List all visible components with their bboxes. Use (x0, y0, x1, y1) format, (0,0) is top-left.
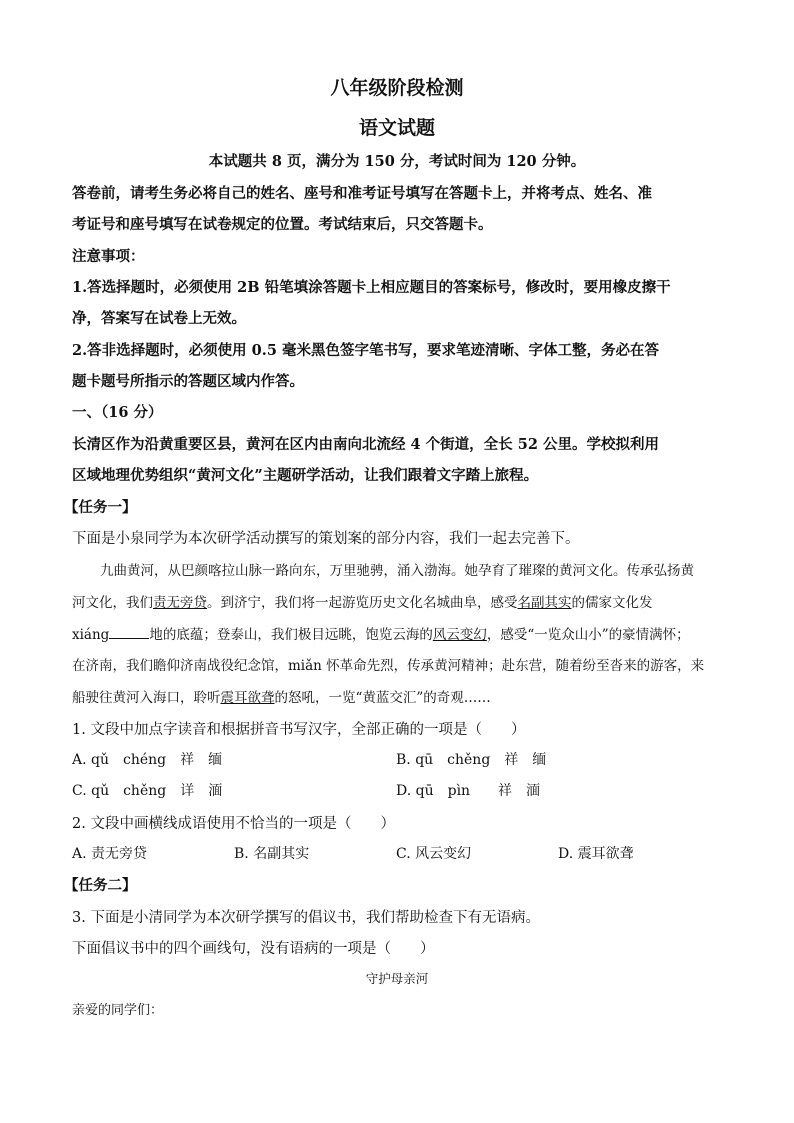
section-intro-1: 长清区作为沿黄重要区县，黄河在区内由南向北流经 4 个街道，全长 52 公里。学校拟利用 (72, 436, 659, 453)
passage-text: 。到济宁，我们将一起游览历史文化名城曲阜，感受 (207, 595, 518, 611)
question-3-sub: 下面倡议书中的四个画线句，没有语病的一项是（ ） (72, 941, 435, 957)
intro-line-2: 考证号和座号填写在试卷规定的位置。考试结束后，只交答题卡。 (72, 216, 493, 233)
q2-option-c[interactable]: C. 风云变幻 (396, 846, 472, 862)
q2-option-a[interactable]: A. 责无旁贷 (72, 846, 148, 862)
passage-text: ，感受“一览众山小”的豪情满怀； (486, 627, 690, 643)
q1-option-d[interactable]: D. qū pìn 祥 湎 (396, 783, 541, 799)
question-3-stem: 3. 下面是小清同学为本次研学撰写的倡议书，我们帮助检查下有无语病。 (72, 910, 540, 926)
passage-line-5 (72, 686, 732, 706)
section-intro-2: 区域地理优势组织“黄河文化”主题研学活动，让我们跟着文字踏上旅程。 (72, 467, 539, 484)
passage-text: 的儒家文化发 (571, 595, 653, 611)
passage-text: 的怒吼，一览“黄蓝交汇”的奇观…… (274, 690, 491, 706)
idiom-b: 名副其实 (517, 595, 572, 611)
notice-2b: 题卡题号所指示的答题区域内作答。 (72, 373, 304, 390)
passage-text: 地的底蕴；登泰山，我们极目远眺，饱览云海的 (149, 627, 433, 643)
letter-title: 守护母亲河 (365, 971, 429, 986)
passage-line-3 (72, 623, 732, 643)
pinyin-blank-label: xiáng (72, 627, 110, 643)
q1-option-b[interactable]: B. qū chěng 祥 缅 (396, 752, 547, 768)
passage-line-1: 九曲黄河，从巴颜喀拉山脉一路向东，万里驰骋，涌入渤海。她孕育了璀璨的黄河文化。传承弘扬黄 (100, 563, 694, 579)
passage-line-2 (72, 591, 732, 611)
q2-option-d[interactable]: D. 震耳欲聋 (558, 846, 634, 862)
task2-heading: 【任务二】 (64, 877, 137, 894)
passage-text: 船驶往黄河入海口，聆听 (72, 690, 221, 706)
fill-blank (109, 626, 149, 639)
task1-heading: 【任务一】 (64, 499, 137, 516)
exam-title: 八年级阶段检测 (330, 77, 464, 99)
passage-line-4: 在济南，我们瞻仰济南战役纪念馆，miǎn 怀革命先烈，传承黄河精神；赴东营，随着纷至沓来的游客，来 (72, 658, 705, 674)
q1-option-a[interactable]: A. qǔ chéng 祥 缅 (72, 752, 223, 768)
question-2-stem: 2. 文段中画横线成语使用不恰当的一项是（ ） (72, 816, 395, 832)
idiom-d: 震耳欲聋 (220, 690, 275, 706)
task1-description: 下面是小泉同学为本次研学活动撰写的策划案的部分内容，我们一起去完善下。 (72, 531, 580, 547)
q2-option-b[interactable]: B. 名副其实 (234, 846, 310, 862)
exam-info: 本试题共 8 页，满分为 150 分，考试时间为 120 分钟。 (208, 153, 586, 170)
q1-option-c[interactable]: C. qǔ chěng 详 湎 (72, 783, 223, 799)
idiom-c: 风云变幻 (432, 627, 487, 643)
question-1-stem: 1. 文段中加点字读音和根据拼音书写汉字，全部正确的一项是（ ） (72, 722, 526, 738)
exam-subject-title: 语文试题 (358, 117, 435, 139)
notice-2a: 2.答非选择题时，必须使用 0.5 毫米黑色签字笔书写，要求笔迹清晰、字体工整，务必在答 (72, 342, 659, 359)
notice-1a: 1.答选择题时，必须使用 2B 铅笔填涂答题卡上相应题目的答案标号，修改时，要用橡皮擦干 (72, 279, 671, 296)
notice-1b: 净，答案写在试卷上无效。 (72, 310, 246, 327)
section-heading: 一、（16 分） (72, 404, 163, 421)
idiom-a: 责无旁贷 (153, 595, 207, 611)
passage-text: 河文化，我们 (72, 595, 153, 611)
notice-title: 注意事项： (72, 248, 145, 265)
intro-line-1: 答卷前，请考生务必将自己的姓名、座号和准考证号填写在答题卡上，并将考点、姓名、准 (72, 185, 652, 202)
letter-greeting: 亲爱的同学们： (72, 1003, 164, 1018)
